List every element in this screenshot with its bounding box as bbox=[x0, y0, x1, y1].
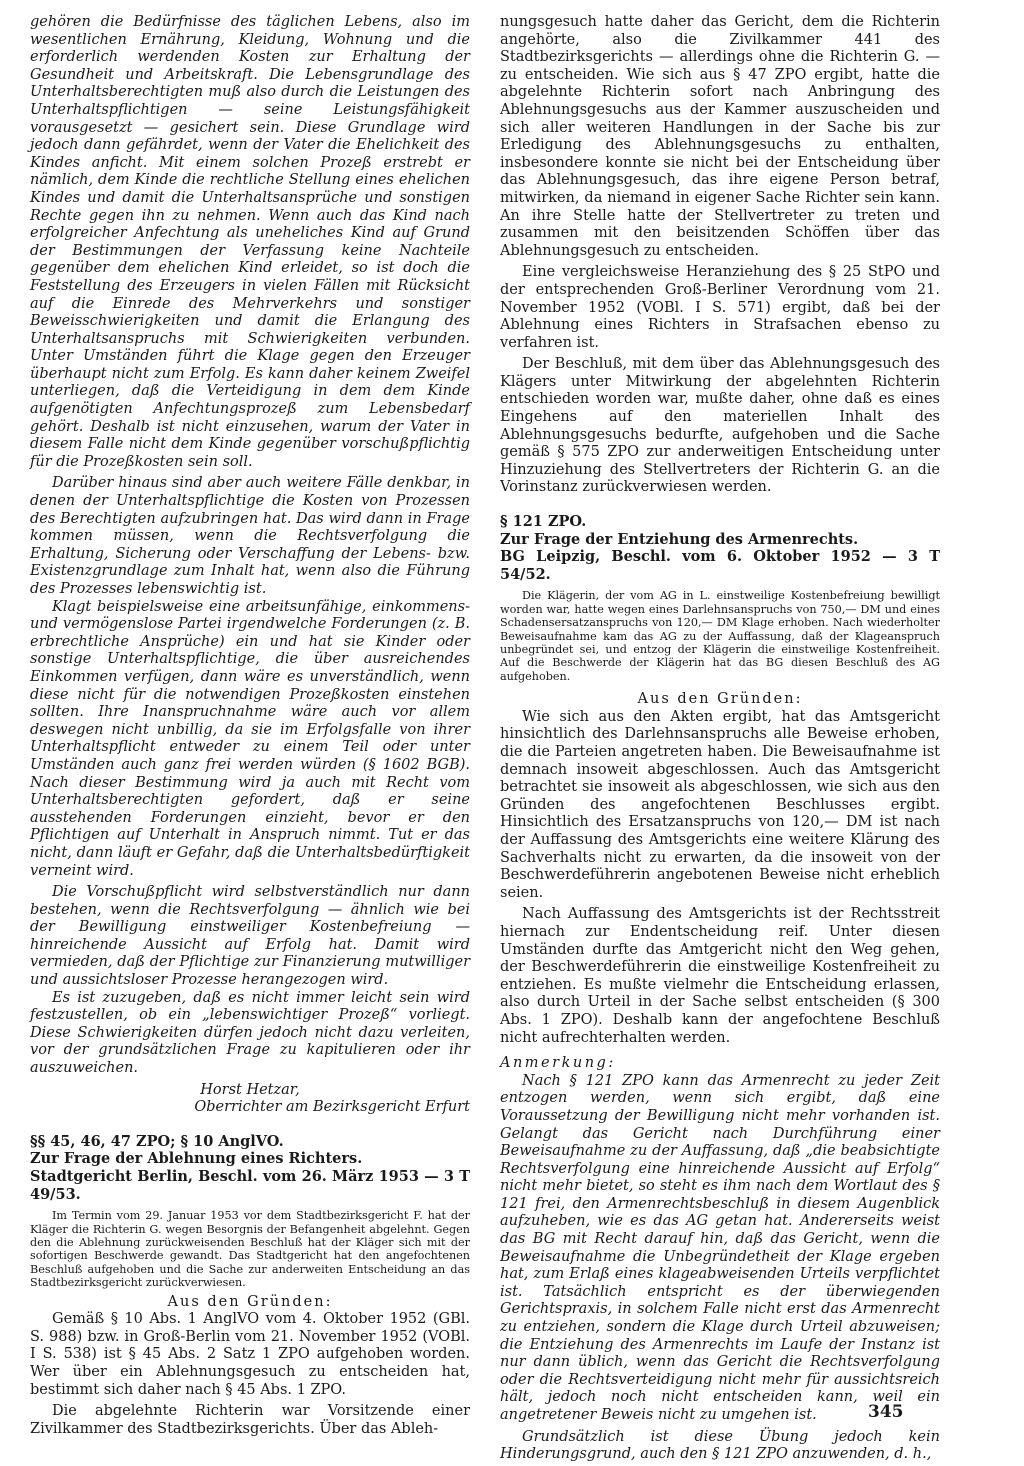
right-paragraph-1: nungsgesuch hatte daher das Gericht, dem die Richterin angehörte, also die Zivilkammer 441 des Stadtbezirksgerichts — allerdings ohne die Richterin G. — zu entscheiden. Wie sich aus § 47 ZPO ergibt, hatte die abgelehnte Richterin sofort nach Anbringung des Ablehnungsgesuchs aus der Kammer auszuscheiden und sich aller weiteren Handlungen in der Sache bis zur Erledigung des Ablehnungsgesuchs zu enthalten, insbesondere konnte sie nicht bei der Entscheidung über das Ablehnungsgesuch, das ihre eigene Person betraf, mitwirken, da niemand in eigener Sache Richter sein kann. An ihre Stelle hatte der Stellvertreter zu treten und zusammen mit den beisitzenden Schöffen über das Ablehnungsgesuch zu entscheiden. bbox=[500, 14, 940, 259]
left-paragraph-1: gehören die Bedürfnisse des täglichen Lebens, also im wesentlichen Ernährung, Kleidung, Wohnung und die erforderlich werdenden Kosten zur Erhaltung der Gesundheit und Arbeitskraft. Die Lebensgrundlage des Unterhaltsberechtigten muß also durch die Leistungen des Unterhaltspflichtigen — seine Leistungsfähigkeit vorausgesetzt — gesichert sein. Diese Grundlage wird jedoch dann gefährdet, wenn der Vater die Ehelichkeit des Kindes anficht. Mit einem solchen Prozeß erstrebt er nämlich, dem Kinde die rechtliche Stellung eines ehelichen Kindes und damit die Unterhaltsansprüche und sonstigen Rechte gegen ihn zu nehmen. Wenn auch das Kind nach erfolgreicher Anfechtung als uneheliches Kind auf Grund der Bestimmungen der Verfassung keine Nachteile gegenüber dem ehelichen Kind erleidet, so ist doch die Feststellung des Erzeugers in vielen Fällen mit Rücksicht auf die Einrede des Mehrverkehrs und sonstiger Beweisschwierigkeiten und damit die Erlangung des Unterhaltsanspruchs mit Schwierigkeiten verbunden. Unter Umständen führt die Klage gegen den Erzeuger überhaupt nicht zum Erfolg. Es kann daher keinem Zweifel unterliegen, daß die Verteidigung in dem dem Kinde aufgenötigten Anfechtungsprozeß zum Lebensbedarf gehört. Deshalb ist nicht einzusehen, warum der Vater in diesem Falle nicht dem Kinde gegenüber vorschußpflichtig für die Prozeßkosten sein soll. bbox=[30, 14, 470, 470]
case-2-statutes: § 121 ZPO. bbox=[500, 513, 587, 531]
page-number: 345 bbox=[868, 1402, 904, 1422]
left-paragraph-2: Darüber hinaus sind aber auch weitere Fälle denkbar, in denen der Unterhaltspflichtige die Kosten von Prozessen des Berechtigten aufzubringen hat. Das wird dann in Frage kommen müssen, wenn die Rechtsverfolgung die Erhaltung, Sicherung oder Verschaffung der Lebens- bzw. Existenzgrundlage zum Inhalt hat, wenn also die Führung des Prozesses lebenswichtig ist. bbox=[30, 475, 470, 597]
case-1-topic: Zur Frage der Ablehnung eines Richters. bbox=[30, 1150, 363, 1168]
author-title: Oberrichter am Bezirksgericht Erfurt bbox=[194, 1099, 470, 1116]
right-paragraph-4: Wie sich aus den Akten ergibt, hat das Amtsgericht hinsichtlich des Darlehnsanspruchs alle Beweise erhoben, die die Parteien angetreten haben. Die Beweisaufnahme ist demnach insoweit abgeschlossen. Auch das Amtsgericht betrachtet sie insoweit als abgeschlossen, wie sich aus den Gründen des angefochtenen Beschlusses ergibt. Hinsichtlich des Ersatzanspruchs von 120,— DM ist nach der Auffassung des Amtsgerichts eine weitere Klärung des Sachverhalts nicht zu erwarten, da die insoweit von der Beschwerdeführerin angebotenen Beweise nicht erheblich seien. bbox=[500, 708, 940, 901]
case-1-statutes: §§ 45, 46, 47 ZPO; § 10 AnglVO. bbox=[30, 1132, 284, 1150]
left-paragraph-6: Gemäß § 10 Abs. 1 AnglVO vom 4. Oktober 1952 (GBl. S. 988) bzw. in Groß-Berlin vom 21. November 1952 (VOBl. I S. 538) ist § 45 Abs. 2 Satz 1 ZPO aufgehoben worden. Wer über ein Ablehnungsgesuch zu entscheiden hat, bestimmt sich daher nach § 45 Abs. 1 ZPO. bbox=[30, 1311, 470, 1398]
left-paragraph-3: Klagt beispielsweise eine arbeitsunfähige, einkommens- und vermögenslose Partei irgendwelche Forderungen (z. B. erbrechtliche Ansprüche) ein und hat sie Kinder oder sonstige Unterhaltspflichtige, die über ausreichendes Einkommen verfügen, dann wäre es unverständlich, wenn diese nicht für die notwendigen Prozeßkosten einstehen sollten. Ihre Inanspruchnahme wäre auch vor allem deswegen nicht unbillig, da sie im Erfolgsfalle von ihrer Unterhaltspflicht entweder zu einem Teil oder unter Umständen auch ganz frei werden würden (§ 1602 BGB). Nach dieser Bestimmung wird ja auch mit Recht vom Unterhaltsberechtigten gefordert, daß er seine ausstehenden Forderungen einzieht, bevor er den Pflichtigen auf Unterhalt in Anspruch nimmt. Tut er das nicht, dann läuft er Gefahr, daß die Unterhaltsbedürftigkeit verneint wird. bbox=[30, 598, 470, 879]
author-name: Horst Hetzar, bbox=[200, 1081, 300, 1098]
case-2-topic: Zur Frage der Entziehung des Armenrechts. bbox=[500, 530, 859, 548]
case-2-summary: Die Klägerin, der vom AG in L. einstweilige Kostenbefreiung bewilligt worden war, hatte wegen eines Darlehnsanspruchs von 750,— DM und eines Schadensersatzanspruchs von 120,— DM Klage erhoben. Nach wiederholter Beweisaufnahme kam das AG zu der Auffassung, daß der Klageanspruch unbegründet sei, und entzog der Klägerin die einstweilige Kostenfreiheit. Auf die Beschwerde der Klägerin hat das BG diesen Beschluß des AG aufgehoben. bbox=[500, 589, 940, 683]
left-paragraph-4: Die Vorschußpflicht wird selbstverständlich nur dann bestehen, wenn die Rechtsverfolgung — ähnlich wie bei der Bewilligung einstweiliger Kostenbefreiung — hinreichende Aussicht auf Erfolg hat. Damit wird vermieden, daß der Pflichtige zur Finanzierung mutwilliger und aussichtsloser Prozesse herangezogen wird. bbox=[30, 884, 470, 989]
right-column bbox=[500, 14, 940, 1464]
annotation-heading: Anmerkung: bbox=[500, 1055, 616, 1072]
right-paragraph-7: Grundsätzlich ist diese Übung jedoch kein Hinderungsgrund, auch den § 121 ZPO anzuwenden, d. h., bbox=[500, 1428, 940, 1463]
right-paragraph-5: Nach Auffassung des Amtsgerichts ist der Rechtsstreit hiernach zur Endentscheidung reif. Unter diesen Umständen durfte das Amtgericht nicht den Weg gehen, der Beschwerdeführerin die einstweilige Kostenfreiheit zu entziehen. Es mußte vielmehr die Entscheidung erlassen, also durch Urteil in der Sache selbst entscheiden (§ 300 Abs. 1 ZPO). Deshalb kann der angefochtene Beschluß nicht aufrechterhalten werden. bbox=[500, 906, 940, 1046]
right-paragraph-6: Nach § 121 ZPO kann das Armenrecht zu jeder Zeit entzogen werden, wenn sich ergibt, daß eine Voraussetzung der Bewilligung nicht mehr vorhanden ist. Gelangt das Gericht nach Durchführung einer Beweisaufnahme zu der Auffassung, daß „die beabsichtigte Rechtsverfolgung eine hinreichende Aussicht auf Erfolg“ nicht mehr bietet, so steht es ihm nach dem Wortlaut des § 121 frei, den Armenrechtsbeschluß in diesem Augenblick aufzuheben, wie es das AG getan hat. Andererseits weist das BG mit Recht darauf hin, daß das Gericht, wenn die Beweisaufnahme die Unbegründetheit der Klage ergeben hat, zum Erlaß eines klageabweisenden Urteils verpflichtet ist. Tatsächlich entspricht es der überwiegenden Gerichtspraxis, in solchem Falle nicht erst das Armenrecht zu entziehen, sondern die Klage durch Urteil abzuweisen; die Entziehung des Armenrechts im Laufe der Instanz ist nur dann üblich, wenn das Gericht die Rechtsverfolgung oder die Rechtsverteidigung nicht mehr für aussichtsreich hält, jedoch noch nicht entscheiden kann, weil ein angetretener Beweis nicht zu umgehen ist. bbox=[500, 1072, 940, 1423]
left-column bbox=[30, 14, 470, 1438]
case-2-court: BG Leipzig, Beschl. vom 6. Oktober 1952 — 3 T 54/52. bbox=[500, 548, 940, 583]
case-2-reasons-heading: Aus den Gründen: bbox=[637, 691, 803, 708]
right-paragraph-2: Eine vergleichsweise Heranziehung des § 25 StPO und der entsprechenden Groß-Berliner Verordnung vom 21. November 1952 (VOBl. I S. 571) ergibt, daß bei der Ablehnung eines Richters in Strafsachen ebenso zu verfahren ist. bbox=[500, 264, 940, 351]
case-1-summary: Im Termin vom 29. Januar 1953 vor dem Stadtbezirksgericht F. hat der Kläger die Richterin G. wegen Besorgnis der Befangenheit abgelehnt. Gegen den die Ablehnung zurückweisenden Beschluß hat der Kläger sich mit der sofortigen Beschwerde gewandt. Das Stadtgericht hat den angefochtenen Beschluß aufgehoben und die Sache zur anderweiten Entscheidung an das Stadtbezirksgericht zurückverwiesen. bbox=[30, 1209, 470, 1290]
left-paragraph-7: Die abgelehnte Richterin war Vorsitzende einer Zivilkammer des Stadtbezirksgerichts. Über das Ableh- bbox=[30, 1403, 470, 1437]
case-1-reasons-heading: Aus den Gründen: bbox=[167, 1293, 333, 1310]
case-1-court: Stadtgericht Berlin, Beschl. vom 26. März 1953 — 3 T 49/53. bbox=[30, 1168, 470, 1203]
left-paragraph-5: Es ist zuzugeben, daß es nicht immer leicht sein wird festzustellen, ob ein „lebenswichtiger Prozeß“ vorliegt. Diese Schwierigkeiten dürfen jedoch nicht dazu verleiten, vor der grundsätzlichen Frage zu kapitulieren oder ihr auszuweichen. bbox=[30, 989, 470, 1077]
right-paragraph-3: Der Beschluß, mit dem über das Ablehnungsgesuch des Klägers unter Mitwirkung der abgelehnten Richterin entschieden worden war, mußte daher, ohne daß es eines Eingehens auf den materiellen Inhalt des Ablehnungsgesuchs bedurfte, aufgehoben und die Sache gemäß § 575 ZPO zur anderweitigen Entscheidung unter Hinzuziehung des Stellvertreters der Richterin G. an die Vorinstanz zurückverwiesen werden. bbox=[500, 356, 940, 496]
